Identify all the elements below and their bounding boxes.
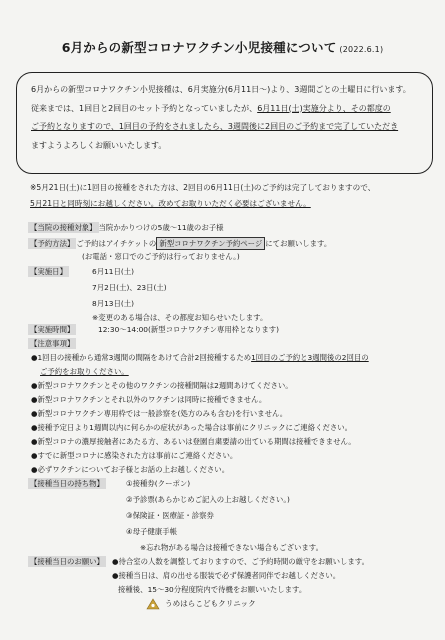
caution-item: ●新型コロナワクチンとそれ以外のワクチンは同時に接種できません。 [31, 395, 267, 404]
caution-item: ●新型コロナの濃厚接触者にあたる方、あるいは登園自粛要請の出ている期間は接種できません。 [31, 437, 356, 446]
intro-line-4: ますようよろしくお願いいたします。 [31, 140, 167, 150]
target-value: 当院かかりつけの5歳～11歳のお子様 [98, 223, 224, 232]
notice [30, 180, 375, 212]
dates-note: ※変更のある場合は、その都度お知らせいたします。 [92, 313, 268, 322]
bring-item: ④母子健康手帳 [126, 527, 177, 536]
intro-line-1: 6月からの新型コロナワクチン小児接種は、6月実施分(6月11日～)より、3週間ごとの土曜日に行います。 [31, 85, 411, 94]
date-item: 8月13日(土) [92, 299, 135, 308]
caution-item: ●接種予定日より1週間以内に何らかの症状があった場合は事前にクリニックにご連絡ください。 [31, 423, 353, 432]
target-row [28, 222, 224, 234]
notice-line-2: 5月21日と同時刻にお越しください。改めてお取りいただく必要はございません。 [30, 199, 311, 208]
request-label: 【接種当日のお願い】 [30, 557, 104, 566]
time-row [28, 324, 76, 336]
bring-row [28, 478, 106, 490]
method-post: にてお願いします。 [265, 239, 332, 248]
title-date: (2022.6.1) [339, 45, 384, 54]
clinic-logo-icon [146, 598, 160, 610]
bring-item: ①接種券(クーポン) [126, 479, 191, 488]
request-item: 接種後、15～30分程度院内で待機をお願いいたします。 [118, 585, 307, 594]
reservation-page-link[interactable]: 新型コロナワクチン予約ページ [156, 237, 265, 250]
intro-line-3: ご予約となりますので、1回目の予約をされましたら、3週間後に2回目のご予約まで完了していただき [31, 122, 399, 131]
dates-row [28, 266, 69, 278]
dates-label: 【実施日】 [30, 267, 67, 276]
method-note: (お電話・窓口でのご予約は行っておりません。) [82, 252, 240, 261]
bring-label: 【接種当日の持ち物】 [30, 479, 104, 488]
caution-item: ●すでに新型コロナに感染された方は事前にご連絡ください。 [31, 451, 238, 460]
title-text: 6月からの新型コロナワクチン小児接種について [61, 40, 337, 55]
notice-line-1: ※5月21日(土)に1回目の接種をされた方は、2回目の6月11日(土)のご予約は完了しておりますので、 [30, 183, 376, 192]
method-pre: ご予約はアイチケットの [76, 239, 157, 248]
caution-item: ●必ずワクチンについてお子様とお話の上お越しください。 [31, 465, 230, 474]
caution-underline: 1回目のご予約と3週間後の2回目の [251, 353, 369, 362]
caution-line-1b: ご予約をお取りください。 [40, 367, 129, 376]
method-label: 【予約方法】 [30, 239, 75, 248]
caution-item: ●新型コロナワクチンとその他のワクチンの接種間隔は2週間あけてください。 [31, 381, 293, 390]
request-item: ●待合室の人数を調整しておりますので、ご予約時間の厳守をお願いします。 [112, 557, 369, 566]
page-title [0, 38, 445, 56]
bring-item: ③保険証・医療証・診察券 [126, 511, 214, 520]
intro-highlight: 6月11日(土)実施分より、その都度の [257, 103, 391, 113]
clinic-name: うめはらこどもクリニック [165, 599, 256, 608]
intro-box [16, 72, 433, 174]
method-row [28, 237, 331, 250]
target-label: 【当院の接種対象】 [30, 223, 97, 232]
bring-item: ②予診票(あらかじめご記入の上お越しください。) [126, 495, 290, 504]
date-item: 7月2日(土)、23日(土) [92, 283, 167, 292]
time-value: 12:30～14:00(新型コロナワクチン専用枠となります) [98, 325, 280, 334]
bring-note: ※忘れ物がある場合は接種できない場合もございます。 [140, 543, 323, 552]
intro-line-2: 従来までは、1回目と2回目のセット予約となっていましたが、6月11日(土)実施分より、その都度の [31, 103, 391, 113]
request-row [28, 556, 106, 568]
time-label: 【実施時間】 [30, 325, 75, 334]
caution-line-1: ●1回目の接種から通常3週間の間隔をあけて合計2回接種するため1回目のご予約と3週間後の2回目の [31, 353, 369, 362]
caution-item: ●新型コロナワクチン専用枠では一般診察を(処方のみも含む)を行いません。 [31, 409, 288, 418]
caution-label: 【注意事項】 [30, 339, 75, 348]
caution-row [28, 338, 76, 350]
request-item: ●接種当日は、肩の出せる服装で必ず保護者同伴でお越しください。 [112, 571, 341, 580]
date-item: 6月11日(土) [92, 267, 135, 276]
